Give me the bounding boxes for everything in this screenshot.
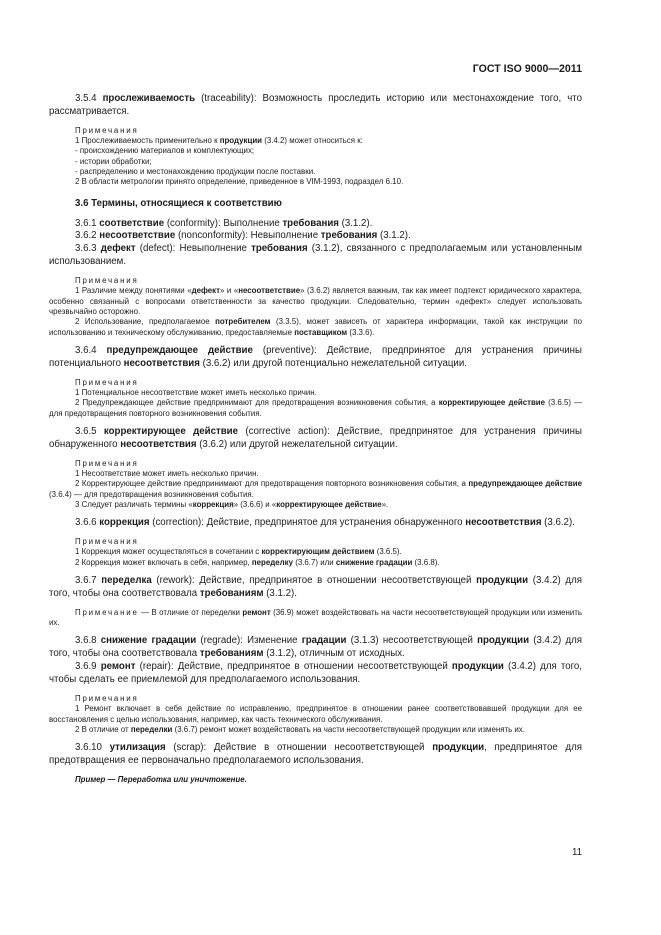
note-2: 2 В отличие от переделки (3.6.7) ремонт может воздействовать на части несоответствующей продукции или изменять их. — [75, 724, 525, 734]
note-list-item: - распределению и местонахождению продукции после поставки. — [75, 167, 316, 176]
note-2: 2 Предупреждающее действие предпринимают для предотвращения возникновения события, а корректирующее действие (3.6.5) — для предотвращения повторного возникновения события. — [49, 398, 582, 418]
notes-heading: Примечания — [75, 537, 139, 547]
example-text: Пример — Переработка или уничтожение. — [75, 775, 247, 785]
notes-3-6-9 — [49, 694, 582, 735]
term-name: прослеживаемость — [102, 93, 196, 104]
notes-3-6-5 — [49, 459, 582, 510]
note-3: 3 Следует различать термины «коррекция» (3.6.6) и «корректирующее действие». — [75, 499, 389, 509]
term-english: (traceability): — [201, 93, 257, 104]
term-3-6-1: 3.6.1 соответствие (conformity): Выполнение требования (3.1.2). — [75, 217, 373, 229]
note-list-item: - происхождению материалов и комплектующих; — [75, 146, 255, 156]
notes-heading: Примечания — [75, 694, 139, 704]
term-3-6-9: 3.6.9 ремонт (repair): Действие, предпринятое в отношении несоответствующей продукции (3.4.2) для того, чтобы сделать ее приемлемой для предполагаемого использования. — [49, 661, 582, 686]
note-1: 1 Прослеживаемость применительно к продукции (3.4.2) может относиться к: — [75, 136, 363, 146]
note-1: 1 Потенциальное несоответствие может иметь несколько причин. — [75, 388, 317, 398]
notes-3-6-3 — [49, 276, 582, 338]
note-1: 1 Коррекция может осуществляться в сочетании с корректирующим действием (3.6.5). — [75, 547, 402, 557]
note-1: 1 Различие между понятиями «дефект» и «несоответствие» (3.6.2) является важным, так как имеет подтекст юридического характера, особенно связанный с вопросами ответственности за качество продукции. Следовательно, термин «дефект» следует использовать чрезвычайно осторожно. — [49, 286, 582, 317]
document-body — [49, 93, 582, 785]
note-2: 2 Использование, предполагаемое потребителем (3.3.5), может зависеть от характера информации, такой как инструкции по использованию и техническому обслуживанию, предоставляемые поставщиком (3.3.6). — [49, 317, 582, 337]
term-definition: Возможность проследить историю или местонахождение того, что рассматривается. — [49, 93, 582, 117]
note-1: 1 Несоответствие может иметь несколько причин. — [75, 469, 259, 479]
term-3-6-3: 3.6.3 дефект (defect): Невыполнение требования (3.1.2), связанного с предполагаемым или установленным использованием. — [49, 243, 582, 268]
standard-header: ГОСТ ISO 9000—2011 — [472, 63, 582, 75]
term-3-6-7: 3.6.7 переделка (rework): Действие, предпринятое в отношении несоответствующей продукции (3.4.2) для того, чтобы она соответствовала требованиям (3.1.2). — [49, 575, 582, 599]
notes-heading: Примечания — [75, 377, 139, 387]
note-2: 2 Коррекция может включать в себя, например, переделку (3.6.7) или снижение градации (3.6.8). — [75, 557, 440, 567]
note-2: 2 В области метрологии принято определение, приведенное в VIM-1993, подраздел 6.10. — [75, 177, 404, 187]
notes-3-5-4 — [49, 126, 582, 188]
term-3-6-6: 3.6.6 коррекция (correction): Действие, предпринятое для устранения обнаруженного несоответствия (3.6.2). — [75, 517, 575, 529]
notes-3-6-7 — [49, 608, 582, 629]
note-1: 1 Ремонт включает в себя действие по исправлению, предпринятое в отношении ранее соответствовавшей продукции для ее восстановления с целью использования, например, как часть технического обслуживания. — [49, 704, 582, 724]
note-2: 2 Корректирующее действие предпринимают для предотвращения повторного возникновения события, а предупреждающее действие (3.6.4) — для предотвращения возникновения события. — [49, 479, 582, 499]
term-3-6-8: 3.6.8 снижение градации (regrade): Изменение градации (3.1.3) несоответствующей продукции (3.4.2) для того, чтобы она соответствовала требованиям (3.1.2), отличным от исходных. — [49, 635, 582, 660]
term-3-6-2: 3.6.2 несоответствие (nonconformity): Невыполнение требования (3.1.2). — [75, 230, 411, 242]
notes-heading: Примечания — [75, 125, 139, 135]
term-3-5-4 — [49, 93, 582, 119]
notes-3-6-4 — [49, 378, 582, 419]
notes-heading: Примечания — [75, 276, 139, 286]
term-number: 3.5.4 — [75, 93, 97, 104]
page-number: 11 — [571, 847, 582, 858]
section-heading: 3.6 Термины, относящиеся к соответствию — [75, 197, 282, 209]
note: Примечание — В отличие от переделки ремонт (36.9) может воздействовать на части несоответствующей продукции или изменить их. — [49, 607, 582, 628]
term-3-6-4: 3.6.4 предупреждающее действие (preventive): Действие, предпринятое для устранения причины потенциального несоответствия (3.6.2) или другой потенциально нежелательной ситуации. — [49, 344, 582, 369]
note-list-item: - истории обработки; — [75, 156, 152, 166]
term-3-6-10: 3.6.10 утилизация (scrap): Действие в отношении несоответствующей продукции, предпринятое для предотвращения ее первоначально предполагаемого использования. — [49, 742, 582, 767]
term-3-6-5: 3.6.5 корректирующее действие (corrective action): Действие, предпринятое для устранения причины обнаруженного несоответствия (3.6.2) или другой нежелательной ситуации. — [49, 425, 582, 450]
notes-3-6-6 — [49, 537, 582, 568]
notes-heading: Примечания — [75, 458, 139, 468]
